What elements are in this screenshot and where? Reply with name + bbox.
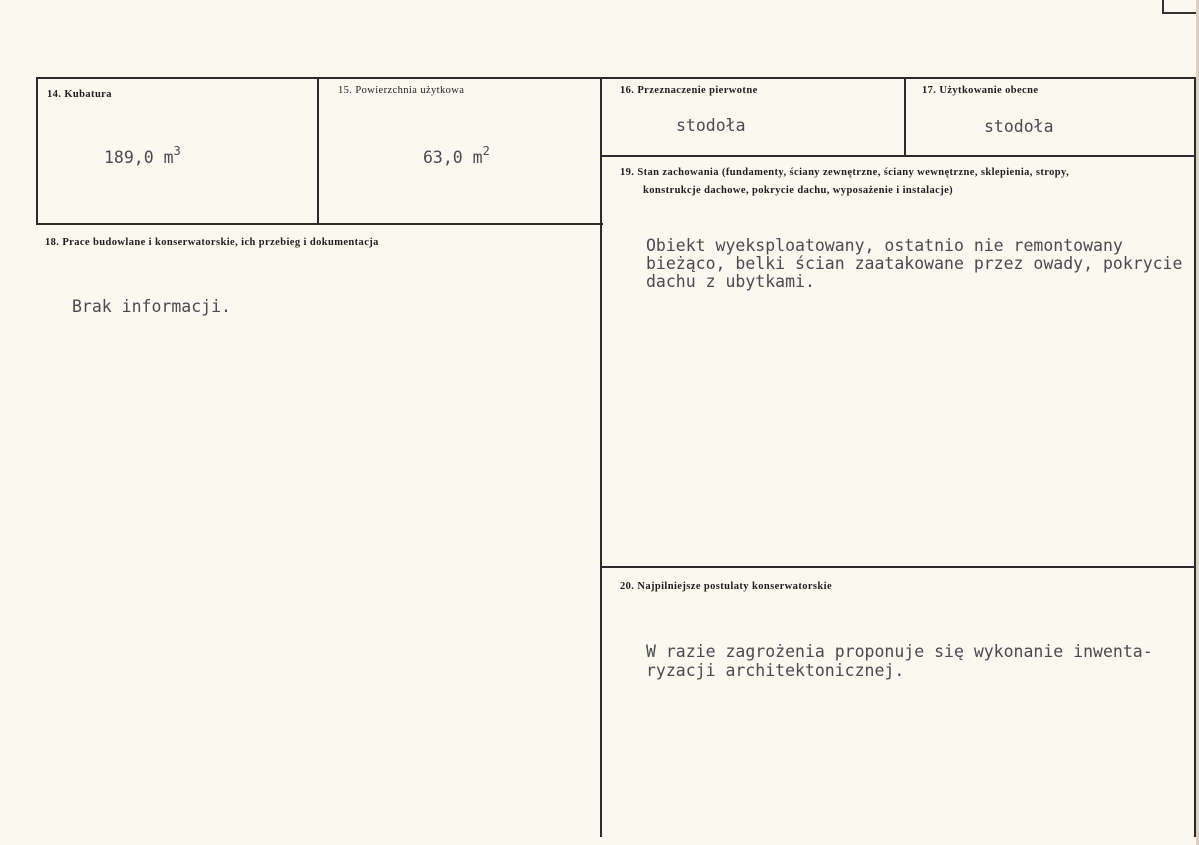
field-17-label: 17. Użytkowanie obecne [922, 85, 1039, 96]
field-20-text-line2: ryzacji architektonicznej. [646, 661, 905, 680]
corner-mark [1162, 0, 1196, 14]
center-divider [600, 77, 602, 837]
field-15-label: 15. Powierzchnia użytkowa [338, 85, 465, 96]
field-19-label-line2: konstrukcje dachowe, pokrycie dachu, wyposażenie i instalacje) [643, 185, 954, 196]
field-14-value: 189,0 $m^3$ [104, 144, 181, 167]
field-17-value: stodoła [984, 117, 1054, 136]
field-20-text-line1: W razie zagrożenia proponuje się wykonanie inwenta- [646, 642, 1153, 661]
field-14-label: 14. Kubatura [47, 89, 112, 100]
divider-14-15 [317, 77, 319, 225]
field-19-text-line1: Obiekt wyeksploatowany, ostatnio nie remontowany [646, 236, 1123, 255]
field-19-label-line1: 19. Stan zachowania (fundamenty, ściany zewnętrzne, ściany wewnętrzne, sklepienia, stropy, [620, 167, 1070, 178]
divider-16-17 [904, 77, 906, 156]
field-19-text-line2: bieżąco, belki ścian zaatakowane przez owady, pokrycie [646, 254, 1183, 273]
field-18-label: 18. Prace budowlane i konserwatorskie, ich przebieg i dokumentacja [45, 237, 379, 248]
field-19-text-line3: dachu z ubytkami. [646, 272, 815, 291]
field-15-value: 63,0 $m^2$ [423, 144, 490, 167]
left-border [36, 77, 38, 225]
field-16-value: stodoła [676, 116, 746, 135]
section19-20-divider [600, 566, 1198, 568]
row1-divider-right [602, 155, 1198, 157]
field-18-value: Brak informacji. [72, 297, 231, 316]
top-border [36, 77, 1198, 79]
field-16-label: 16. Przeznaczenie pierwotne [620, 85, 758, 96]
row1-divider-left [36, 223, 603, 225]
field-20-label: 20. Najpilniejsze postulaty konserwatorskie [620, 581, 833, 592]
